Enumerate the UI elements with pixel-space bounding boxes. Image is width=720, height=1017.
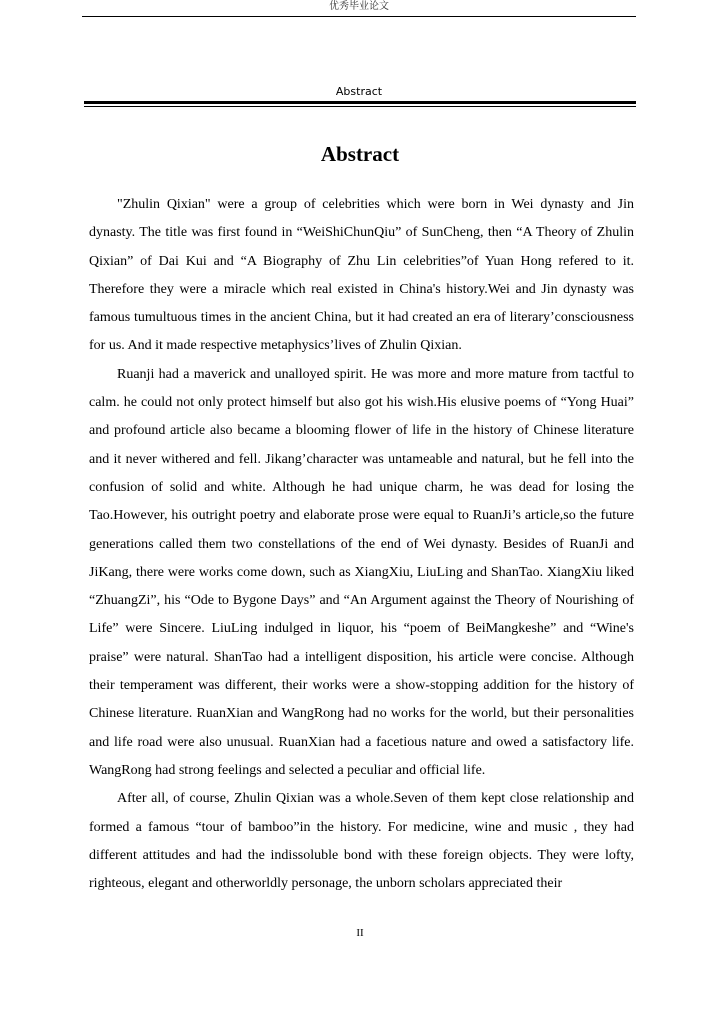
- running-header-section: Abstract: [335, 85, 383, 98]
- abstract-body: [89, 191, 634, 898]
- header-double-rule-thin: [84, 106, 636, 107]
- page-number: II: [356, 927, 364, 939]
- paragraph-1: "Zhulin Qixian" were a group of celebrities which were born in Wei dynasty and Jin dynasty. The title was first found in “WeiShiChunQiu” of SunCheng, then “A Theory of Zhulin Qixian” of Dai Kui and “A Biography of Zhu Lin celebrities”of Yuan Hong refered to it. Therefore they were a miracle which real existed in China's history.Wei and Jin dynasty was famous tumultuous times in the ancient China, but it had created an era of literary’consciousness for us. And it made respective metaphysics’lives of Zhulin Qixian.: [89, 197, 634, 354]
- paragraph-3: After all, of course, Zhulin Qixian was a whole.Seven of them kept close relationship and formed a famous “tour of bamboo”in the history. For medicine, wine and music , they had different attitudes and had the indissoluble bond with these foreign objects. They were lofty, righteous, elegant and otherworldly personage, the unborn scholars appreciated their: [89, 791, 634, 892]
- paragraph-2: Ruanji had a maverick and unalloyed spirit. He was more and more mature from tactful to calm. he could not only protect himself but also got his wish.His elusive poems of “Yong Huai” and profound article also became a blooming flower of life in the history of Chinese literature and it never withered and fell. Jikang’character was untameable and natural, but he fell into the confusion of solid and white. Although he had unique charm, he was dead for losing the Tao.However, his outright poetry and elaborate prose were equal to RuanJi’s article,so the future generations called them two constellations of the end of Wei dynasty. Besides of RuanJi and JiKang, there were works come down, such as XiangXiu, LiuLing and ShanTao. XiangXiu liked “ZhuangZi”, his “Ode to Bygone Days” and “An Argument against the Theory of Nourishing of Life” were Sincere. LiuLing indulged in liquor, his “poem of BeiMangkeshe” and “Wine's praise” were natural. ShanTao had a intelligent disposition, his article were concise. Although their temperament was different, their works were a show-stopping addition for the history of Chinese literature. RuanXian and WangRong had no works for the world, but their personalities and life road were also unusual. RuanXian had a facetious nature and owed a satisfactory life. WangRong had strong feelings and selected a peculiar and official life.: [89, 366, 634, 778]
- running-header-top: 优秀毕业论文: [329, 1, 389, 12]
- header-double-rule-thick: [84, 101, 636, 104]
- page-title: Abstract: [320, 142, 400, 166]
- header-rule: [82, 16, 636, 17]
